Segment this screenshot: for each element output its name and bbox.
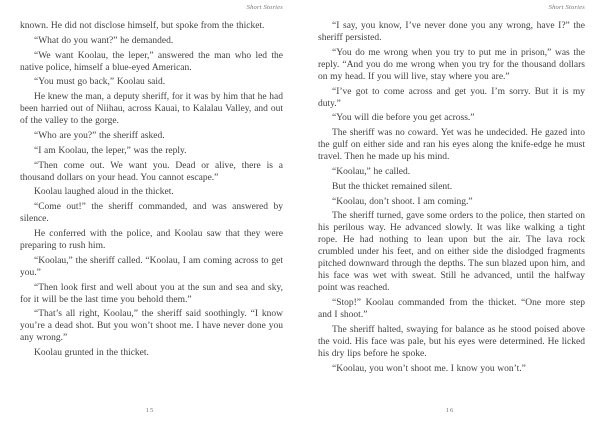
paragraph: Koolau grunted in the thicket. <box>34 348 149 359</box>
paragraph: Koolau laughed aloud in the thicket. <box>34 187 174 198</box>
paragraph: “Who are you?” the sheriff asked. <box>34 130 165 141</box>
paragraph: “I’ve got to come across and get you. I’m sorry. But it is my duty.” <box>318 86 585 109</box>
paragraph: “Koolau,” he called. <box>332 166 411 177</box>
paragraph: “I am Koolau, the leper,” was the reply. <box>34 145 187 156</box>
paragraph: The sheriff halted, swaying for balance as he stood poised above the void. His face was pale, but his eyes were determined. He licked his dry lips before he spoke. <box>318 324 585 359</box>
paragraph: “Koolau,” the sheriff called. “Koolau, I am coming across to get you.” <box>20 255 283 278</box>
paragraph: “We want Koolau, the leper,” answered the man who led the native police, himself a blue-eyed American. <box>20 50 283 73</box>
paragraph: The sheriff was no coward. Yet was he undecided. He gazed into the gulf on either side and ran his eyes along the knife-edge he must travel. Then he made up his mind. <box>318 128 585 163</box>
paragraph: “You must go back,” Koolau said. <box>34 77 166 88</box>
paragraph: But the thicket remained silent. <box>332 181 453 192</box>
paragraph: known. He did not disclose himself, but spoke from the thicket. <box>20 21 265 31</box>
paragraph: “Then look first and well about you at the sun and sea and sky, for it will be the last time you behold them.” <box>20 282 283 305</box>
page-number-left: 15 <box>145 407 155 414</box>
page-right <box>300 0 600 424</box>
paragraph: “You do me wrong when you try to put me in prison,” was the reply. “And you do me wrong when you try for the thousand dollars on my head. If you will live, stay where you are.” <box>318 47 585 82</box>
paragraph: “Come out!” the sheriff commanded, and was answered by silence. <box>20 202 283 225</box>
paragraph: He knew the man, a deputy sheriff, for it was by him that he had been harried out of Niihau, across Kauai, to Kalalau Valley, and out of the valley to the gorge. <box>20 92 283 127</box>
page-right-text <box>318 20 585 378</box>
paragraph: “Then come out. We want you. Dead or alive, there is a thousand dollars on your head. You cannot escape.” <box>20 160 283 183</box>
paragraph: “Koolau, you won’t shoot me. I know you won’t.” <box>332 363 526 374</box>
paragraph: “That’s all right, Koolau,” the sheriff said soothingly. “I know you’re a dead shot. But you won’t shoot me. I have never done you any wrong.” <box>20 309 283 344</box>
paragraph: “I say, you know, I’ve never done you any wrong, have I?” the sheriff persisted. <box>318 21 585 43</box>
paragraph: “What do you want?” he demanded. <box>34 35 174 46</box>
paragraph: “You will die before you get across.” <box>332 113 475 124</box>
paragraph: He conferred with the police, and Koolau saw that they were preparing to rush him. <box>20 228 283 251</box>
paragraph: The sheriff turned, gave some orders to the police, then started on his perilous way. He advanced slowly. It was like walking a tight rope. He had nothing to lean upon but the air. The lava rock crumbled under his feet, and on either side the dislodged fragments pitched downward through the depths. The sun blazed upon him, and his face was wet with sweat. Still he advanced, until the halfway point was reached. <box>318 211 585 294</box>
page-left-text <box>20 20 283 362</box>
paragraph: “Koolau, don’t shoot. I am coming.” <box>332 196 473 207</box>
paragraph: “Stop!” Koolau commanded from the thicket. “One more step and I shoot.” <box>318 298 585 321</box>
running-head-right: Short Stories <box>548 4 585 11</box>
page-number-right: 16 <box>445 407 455 414</box>
running-head-left: Short Stories <box>246 4 283 11</box>
